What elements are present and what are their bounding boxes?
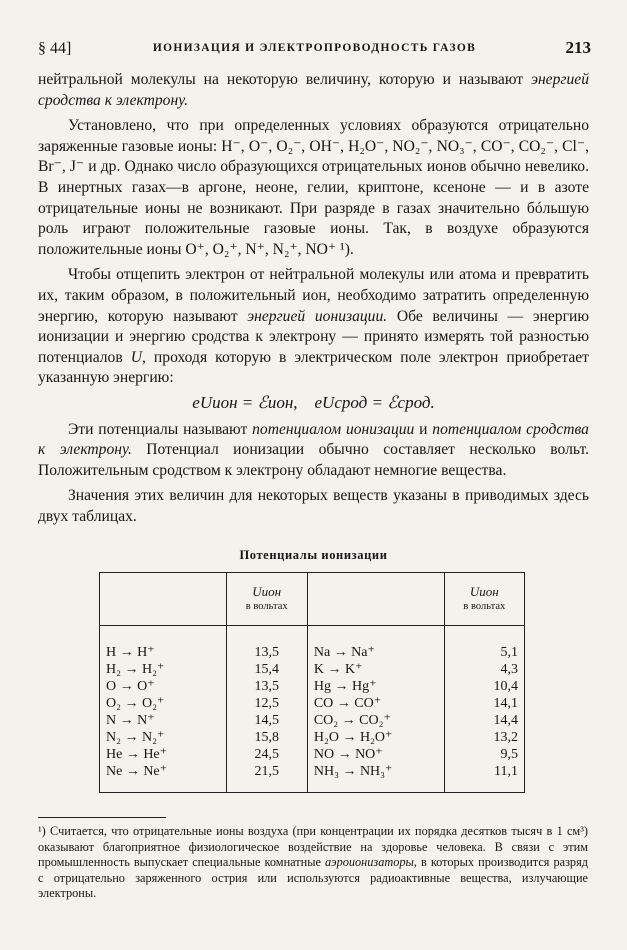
reaction-cell: NH₃ → NH₃⁺	[307, 763, 444, 793]
paragraph-4	[38, 420, 589, 482]
term-ionization-energy: энергией ионизации.	[247, 307, 388, 325]
table-row	[100, 695, 525, 712]
paragraph-2: Установлено, что при определенных условиях образуются отрицательно заряженные газовые ионы: H⁻, O⁻, O₂⁻, OH⁻, H₂O⁻, NO₂⁻, NO₃⁻, CO⁻, CO₂⁻, Cl⁻, Br⁻, J⁻ и др. Однако число образующихся отрицательных ионов обычно невелико. В инертных газах—в аргоне, неоне, гелии, криптоне, ксеноне — и в азоте отрицательные ионы не возникают. При разряде в газах значительно бóльшую роль играют положительные газовые ионы. Так, в воздухе образуются положительные ионы O⁺, O₂⁺, N⁺, N₂⁺, NO⁺ ¹).	[38, 117, 589, 258]
paragraph-3-text-c: , проходя которую в электрическом поле электрон приобретает указанную энергию:	[38, 348, 589, 387]
value-cell: 14,5	[226, 712, 307, 729]
header-u-1: Uион	[252, 584, 282, 599]
paragraph-5: Значения этих величин для некоторых веществ указаны в приводимых здесь двух таблицах.	[38, 487, 589, 525]
footnote	[38, 824, 588, 902]
header-unit-1: в вольтах	[245, 601, 288, 612]
value-cell: 12,5	[226, 695, 307, 712]
footnote-rule	[38, 817, 166, 818]
header-u-2: Uион	[469, 584, 499, 599]
paragraph-3-text-b: Обе величины — энергию ионизации и энергию сродства к электрону — принято измерять той разностью потенциалов	[38, 307, 589, 366]
footnote-text-b: , в которых производится разряд с отрицательно заряженного острия или используются радиоактивные вещества, излучающие электроны.	[38, 855, 588, 901]
header-reaction-2	[307, 573, 444, 626]
formula-affinity: eUсрод = ℰсрод.	[314, 392, 435, 412]
reaction-cell: N₂ → N₂⁺	[100, 729, 227, 746]
value-cell: 13,5	[226, 626, 307, 662]
paragraph-1-text: нейтральной молекулы на некоторую величину, которую и называют	[38, 71, 532, 88]
value-cell: 4,3	[444, 661, 524, 678]
reaction-cell: H₂ → H₂⁺	[100, 661, 227, 678]
value-cell: 13,5	[226, 678, 307, 695]
reaction-cell: H₂O → H₂O⁺	[307, 729, 444, 746]
ionization-table	[99, 572, 525, 793]
reaction-cell: Na → Na⁺	[307, 626, 444, 662]
footnote-text-a: ¹) Считается, что отрицательные ионы воздуха (при концентрации их порядка десятков тысяч в 1 см³) оказывают благоприятное физиологическое воздействие на здоровье человека. В связи с этим промышленность выпускает специальные комнатные	[38, 824, 588, 870]
paragraph-4-text-c: Потенциал ионизации обычно составляет несколько вольт. Положительным сродством к электрону обладают немногие вещества.	[38, 441, 589, 479]
value-cell: 11,1	[444, 763, 524, 793]
term-electron-affinity: энергией сродства к электрону.	[38, 71, 589, 109]
reaction-cell: O₂ → O₂⁺	[100, 695, 227, 712]
reaction-cell: N → N⁺	[100, 712, 227, 729]
reaction-cell: He → He⁺	[100, 746, 227, 763]
value-cell: 9,5	[444, 746, 524, 763]
value-cell: 5,1	[444, 626, 524, 662]
value-cell: 24,5	[226, 746, 307, 763]
table-row	[100, 746, 525, 763]
term-affinity-potential: потенциалом сродства к электрону.	[38, 420, 589, 459]
table-row	[100, 763, 525, 793]
reaction-cell: Ne → Ne⁺	[100, 763, 227, 793]
reaction-cell: O → O⁺	[100, 678, 227, 695]
running-header	[38, 38, 591, 62]
table-row	[100, 678, 525, 695]
reaction-cell: Hg → Hg⁺	[307, 678, 444, 695]
section-number: § 44]	[38, 40, 72, 57]
value-cell: 15,4	[226, 661, 307, 678]
header-unit-2: в вольтах	[463, 601, 506, 612]
running-title: ИОНИЗАЦИЯ И ЭЛЕКТРОПРОВОДНОСТЬ ГАЗОВ	[152, 42, 477, 54]
paragraph-4-text-a: Эти потенциалы называют	[68, 420, 253, 438]
term-ionization-potential: потенциалом ионизации	[252, 420, 415, 438]
header-potential-2	[444, 573, 524, 626]
paragraph-4-text-b: и	[414, 420, 433, 438]
reaction-cell: H → H⁺	[100, 626, 227, 662]
paragraph-3	[38, 265, 589, 389]
reaction-cell: NO → NO⁺	[307, 746, 444, 763]
value-cell: 10,4	[444, 678, 524, 695]
main-text	[38, 70, 589, 527]
formula	[38, 393, 589, 414]
term-aeroionizers: аэроионизаторы	[325, 855, 414, 870]
paragraph-3-text-a: Чтобы отщепить электрон от нейтральной молекулы или атома и превратить их, таким образом, в положительный ион, необходимо затратить определенную энергию, которую называют	[38, 266, 589, 325]
value-cell: 15,8	[226, 729, 307, 746]
value-cell: 14,1	[444, 695, 524, 712]
page-number: 213	[565, 38, 591, 57]
reaction-cell: CO → CO⁺	[307, 695, 444, 712]
reaction-cell: K → K⁺	[307, 661, 444, 678]
formula-ionization: eUион = ℰион,	[192, 392, 298, 412]
table-title: Потенциалы ионизации	[239, 548, 388, 562]
table-row	[100, 626, 525, 662]
reaction-cell: CO₂ → CO₂⁺	[307, 712, 444, 729]
symbol-u: U	[130, 348, 142, 366]
table-row	[100, 729, 525, 746]
paragraph-1	[38, 70, 589, 111]
table-header-row	[100, 573, 525, 626]
value-cell: 21,5	[226, 763, 307, 793]
header-reaction-1	[100, 573, 227, 626]
header-potential-1	[226, 573, 307, 626]
table-row	[100, 661, 525, 678]
value-cell: 13,2	[444, 729, 524, 746]
table-row	[100, 712, 525, 729]
value-cell: 14,4	[444, 712, 524, 729]
